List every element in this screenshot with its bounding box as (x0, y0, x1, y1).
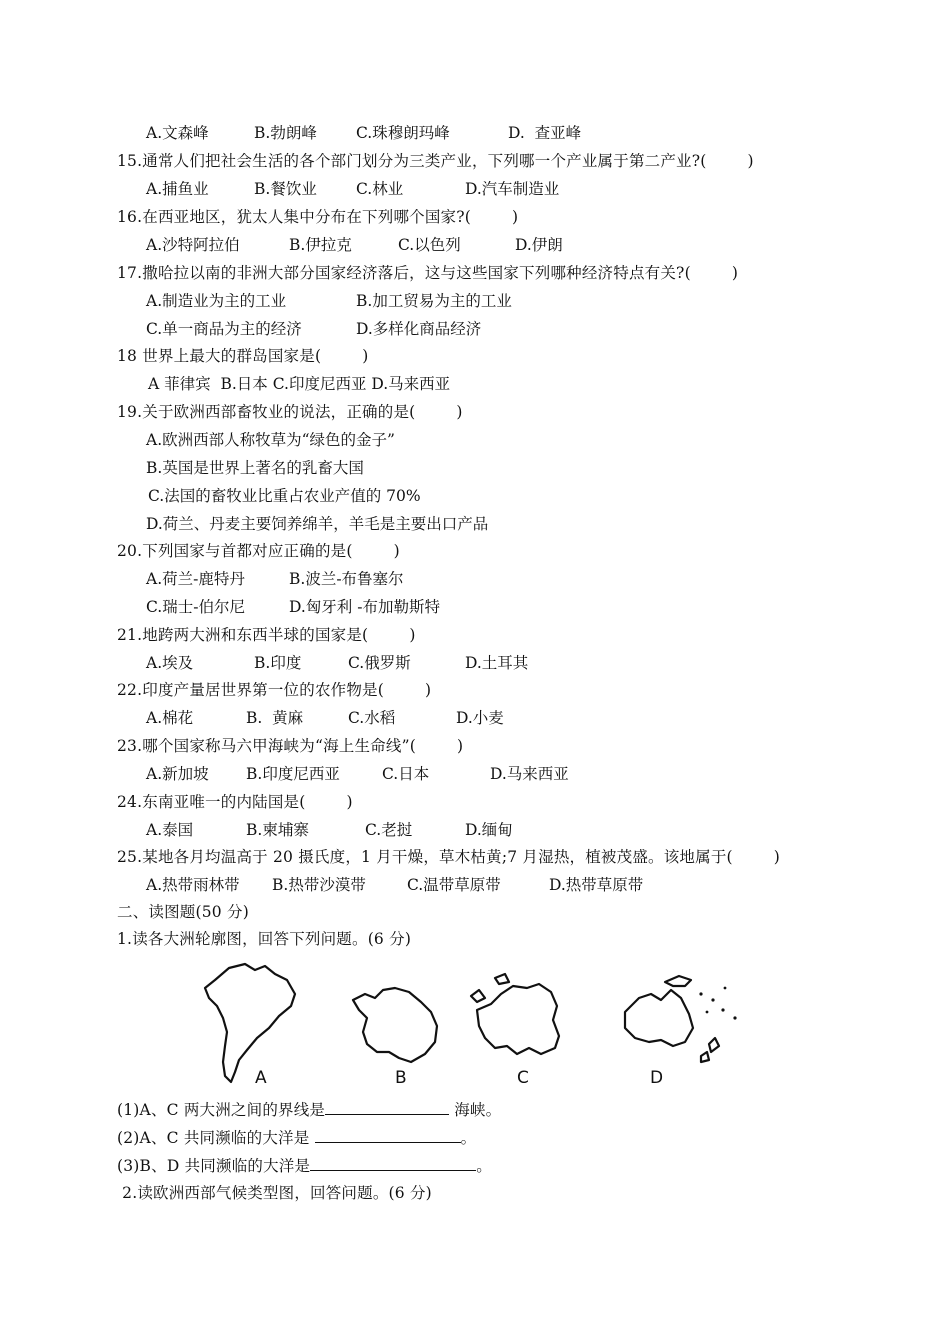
r1-question-3 (117, 1155, 492, 1176)
r1-q1-answer-blank[interactable] (325, 1099, 449, 1115)
continent-label-a: A (255, 1068, 267, 1088)
q17-stem: 17.撒哈拉以南的非洲大部分国家经济落后，这与这些国家下列哪种经济特点有关?( ) (117, 264, 739, 282)
q25-option-a: A.热带雨林带 (146, 876, 240, 894)
q25-stem: 25.某地各月均温高于 20 摄氏度，1 月干燥，草木枯黄;7 月湿热，植被茂盛。该地属于( ) (117, 848, 781, 866)
r1-stem: 1.读各大洲轮廓图，回答下列问题。(6 分) (117, 930, 412, 948)
q19-option-c: C.法国的畜牧业比重占农业产值的 70% (148, 487, 421, 505)
r1-q1-text: (1)A、C 两大洲之间的界线是 (117, 1101, 326, 1119)
q20-option-d: D.匈牙利 -布加勒斯特 (289, 598, 440, 616)
r2-stem: 2.读欧洲西部气候类型图，回答问题。(6 分) (117, 1184, 432, 1202)
q22-stem: 22.印度产量居世界第一位的农作物是( ) (117, 681, 432, 699)
q23-option-a: A.新加坡 (146, 765, 209, 783)
q18-stem: 18 世界上最大的群岛国家是( ) (117, 347, 369, 365)
q14-option-a: A.文森峰 (146, 124, 209, 142)
q19-option-d: D.荷兰、丹麦主要饲养绵羊，羊毛是主要出口产品 (146, 515, 489, 533)
q23-option-c: C.日本 (382, 765, 430, 783)
q18-options: A 菲律宾 B.日本 C.印度尼西亚 D.马来西亚 (148, 375, 451, 393)
r1-q3-text: (3)B、D 共同濒临的大洋是 (117, 1157, 311, 1175)
q15-option-b: B.餐饮业 (254, 180, 317, 198)
r1-question-2 (117, 1127, 476, 1148)
q16-option-c: C.以色列 (398, 236, 461, 254)
q17-option-a: A.制造业为主的工业 (146, 292, 287, 310)
q22-option-b: B. 黄麻 (246, 709, 304, 727)
q25-option-d: D.热带草原带 (549, 876, 644, 894)
r1-q2-answer-blank[interactable] (315, 1127, 461, 1143)
q24-option-d: D.缅甸 (465, 821, 513, 839)
continent-b-outline (353, 988, 437, 1062)
continent-c-outline (477, 984, 559, 1054)
continent-a-outline (205, 964, 295, 1082)
continent-d-outline (625, 990, 693, 1046)
q19-stem: 19.关于欧洲西部畜牧业的说法，正确的是( ) (117, 403, 463, 421)
q25-option-b: B.热带沙漠带 (272, 876, 366, 894)
q16-option-d: D.伊朗 (515, 236, 563, 254)
q24-stem: 24.东南亚唯一的内陆国是( ) (117, 793, 353, 811)
r1-q3-suffix: 。 (476, 1157, 492, 1175)
q15-option-c: C.林业 (356, 180, 404, 198)
q16-option-a: A.沙特阿拉伯 (146, 236, 240, 254)
q19-option-a: A.欧洲西部人称牧草为“绿色的金子” (146, 431, 395, 449)
q16-stem: 16.在西亚地区，犹太人集中分布在下列哪个国家?( ) (117, 208, 519, 226)
q17-option-c: C.单一商品为主的经济 (146, 320, 302, 338)
q23-option-d: D.马来西亚 (490, 765, 569, 783)
q15-option-a: A.捕鱼业 (146, 180, 209, 198)
q20-option-b: B.波兰-布鲁塞尔 (289, 570, 404, 588)
q22-option-a: A.棉花 (146, 709, 194, 727)
q20-stem: 20.下列国家与首都对应正确的是( ) (117, 542, 400, 560)
continent-outlines (195, 958, 755, 1090)
q21-option-b: B.印度 (254, 654, 302, 672)
q23-stem: 23.哪个国家称马六甲海峡为“海上生命线”( ) (117, 737, 464, 755)
q20-option-a: A.荷兰-鹿特丹 (146, 570, 245, 588)
q24-option-c: C.老挝 (365, 821, 413, 839)
q15-option-d: D.汽车制造业 (465, 180, 560, 198)
q17-option-d: D.多样化商品经济 (356, 320, 482, 338)
r1-q1-suffix: 海峡。 (449, 1101, 502, 1119)
q21-stem: 21.地跨两大洲和东西半球的国家是( ) (117, 626, 416, 644)
q19-option-b: B.英国是世界上著名的乳畜大国 (146, 459, 364, 477)
q17-option-b: B.加工贸易为主的工业 (356, 292, 512, 310)
q14-option-b: B.勃朗峰 (254, 124, 317, 142)
r1-q2-text: (2)A、C 共同濒临的大洋是 (117, 1129, 315, 1147)
q14-option-d: D. 查亚峰 (508, 124, 582, 142)
q21-option-d: D.土耳其 (465, 654, 529, 672)
r1-q2-suffix: 。 (460, 1129, 477, 1147)
q20-option-c: C.瑞士-伯尔尼 (146, 598, 245, 616)
q24-option-b: B.柬埔寨 (246, 821, 309, 839)
q22-option-c: C.水稻 (348, 709, 396, 727)
q15-stem: 15.通常人们把社会生活的各个部门划分为三类产业，下列哪一个产业属于第二产业?( ) (117, 152, 754, 170)
q16-option-b: B.伊拉克 (289, 236, 352, 254)
q23-option-b: B.印度尼西亚 (246, 765, 340, 783)
r1-question-1 (117, 1099, 501, 1120)
continent-label-b: B (395, 1068, 407, 1088)
q21-option-c: C.俄罗斯 (348, 654, 411, 672)
q24-option-a: A.泰国 (146, 821, 194, 839)
continent-outline-figure (195, 958, 755, 1090)
q21-option-a: A.埃及 (146, 654, 194, 672)
section-heading: 二、读图题(50 分) (117, 903, 249, 921)
q22-option-d: D.小麦 (456, 709, 504, 727)
q14-option-c: C.珠穆朗玛峰 (356, 124, 450, 142)
q25-option-c: C.温带草原带 (407, 876, 501, 894)
r1-q3-answer-blank[interactable] (310, 1155, 476, 1171)
continent-label-d: D (650, 1068, 664, 1088)
continent-label-c: C (517, 1068, 529, 1088)
